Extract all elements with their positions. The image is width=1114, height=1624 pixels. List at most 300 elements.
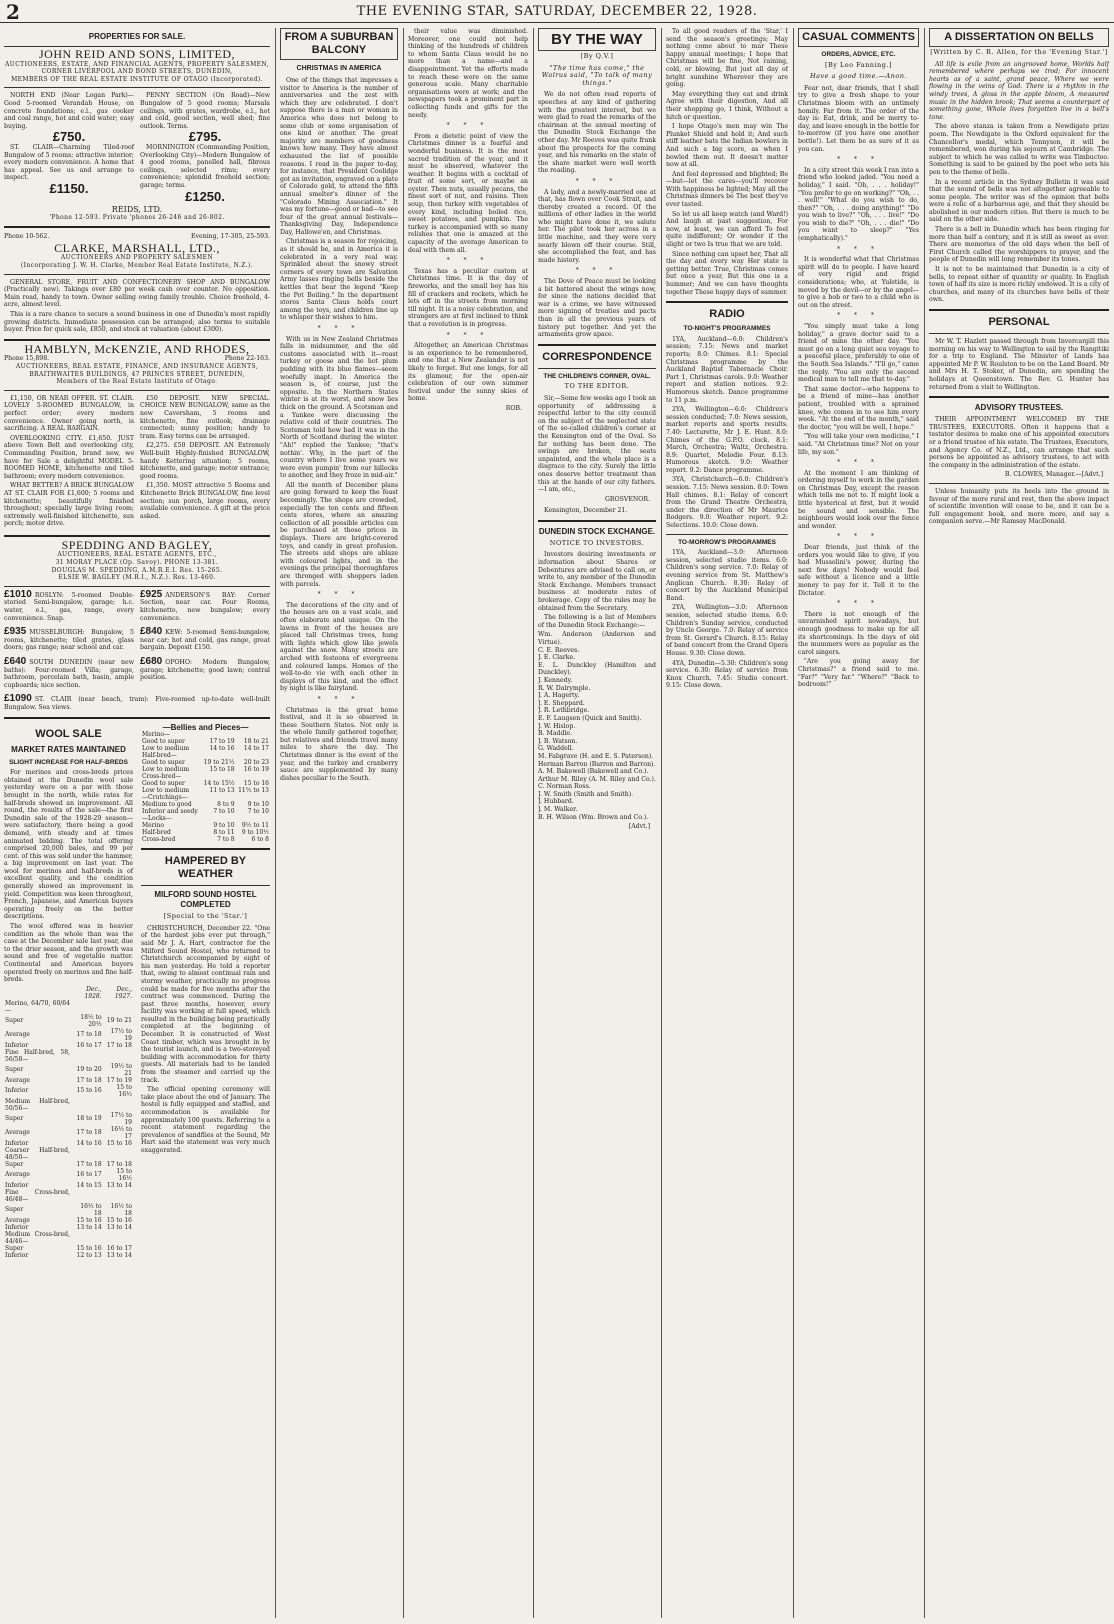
table-cell: 16½ to 17	[110, 1125, 132, 1140]
advert-tag: B. CLOWES, Manager.—[Advt.]	[1004, 471, 1103, 479]
article-subheading: THE CHILDREN'S CORNER, OVAL.	[543, 372, 651, 380]
advert-tag: [Advt.]	[628, 823, 650, 831]
column-rule	[403, 28, 404, 1618]
table-row	[4, 1231, 133, 1245]
table-cell: 14 to 16	[209, 745, 235, 753]
table-cell: Cross-bred	[142, 836, 176, 844]
listing-text: PENNY SECTION (On Road)—New Bungalow of 5 good rooms; Marsala ceilings, with grates, wardrobe, e.l., hot and cold, good section, well shed; fine outlook. Terms.	[140, 92, 270, 130]
listing-item	[4, 628, 134, 652]
article-paragraph: Unless humanity puts its heels into the ground in favour of the more rural and rest, then the above impact of scientific invention will cease to be, and it can be a full engagement book, and more more, and say a companion serve.—Mr Ramsay MacDonald.	[929, 487, 1109, 526]
listing-text: ROSLYN: 5-roomed Double-storied Semi-bungalow, garage; h.c. water, e.l., gas, range, every convenience. Snap.	[4, 591, 134, 622]
table-cell: 11 to 13	[209, 787, 235, 795]
list-item: J. W. Smith (Smith and Smith).	[538, 790, 634, 798]
table-header	[4, 986, 71, 1000]
section-break: * * *	[575, 177, 619, 185]
table-row	[141, 780, 270, 787]
table-cell: 17 to 18	[106, 1160, 132, 1168]
table-row	[4, 1084, 133, 1098]
by-the-way-column	[538, 28, 656, 1616]
table-cell: Super	[5, 1017, 24, 1025]
table-row	[141, 808, 270, 815]
headline-box	[929, 28, 1109, 47]
section-break: * * *	[317, 695, 361, 703]
table-heading: —Bellies and Pieces—	[162, 722, 249, 732]
table-row	[4, 1147, 133, 1161]
list-item: J. Kennedy.	[538, 676, 573, 684]
article-byline: [By Leo Fanning.]	[824, 60, 893, 69]
letter-signature: GROSVENOR.	[604, 495, 650, 503]
article-headline: PERSONAL	[988, 316, 1050, 328]
table-row	[4, 1063, 133, 1077]
table-cell: —Crutchings—	[142, 794, 188, 802]
table-cell: 15 to 16	[76, 1087, 102, 1095]
masthead	[0, 0, 1114, 23]
table-cell	[236, 752, 270, 759]
article-paragraph: CHRISTCHURCH, December 22. "One of the hardest jobs ever put through," said Mr J. A. Hart, contractor for the Milford Sound Hostel, who returned to Christchurch accompanied by eight of his men yesterday. He told a reporter that, owing to almost continual rain and stormy weather, practically no progress could be made for five months after the contract was commenced. During the past three months, however, every facility was working at full speed, which resulted in the building being practically completed at the beginning of December. It is constructed of West Coast timber, which was brought in by the tourist launch, and is a two-storeyed building with accommodation for thirty guests. All materials had to be landed from the steamer and carried up the track.	[141, 924, 270, 1084]
radio-listing: 2YA, Wellington—3.0: Afternoon session, selected studio items. 6.0: Children's Sunday service, conducted by Uncle George. 7.0: Relay of service from St. Gerard's Church. 8.15: Relay of band concert from the Grand Opera House. 9.30: Close down.	[666, 604, 788, 657]
table-row	[141, 822, 270, 829]
article-paragraph: A lady, and a newly-married one at that, has flown over Cook Strait, and thereby created a record. Of the millions of other ladies in the world who might have done it, we salute her. The pilot took her across in a little machine, and they were very nearly blown off their course. Still, she accomplished the feat, and has made history.	[538, 188, 656, 264]
listing-text: KEW: 5-roomed Semi-bungalow, near car; hot and cold, gas range, great bargain. Deposit £150.	[140, 629, 270, 652]
article-subheading: MILFORD SOUND HOSTEL COMPLETED	[154, 890, 257, 910]
list-item: C. Norman Ross.	[538, 783, 591, 791]
table-row	[4, 1028, 133, 1042]
table-cell: 16 to 17	[106, 1244, 132, 1252]
article-paragraph: For merinos and cross-breds prices obtained at the Dunedin wool sale yesterday were on a par with those brought in the north, while rates for half-breds showed an improvement. All round, the results of the sale—the first Dunedin sale of the 1928-29 season—were satisfactory, there being a good demand, with steady and at times animated bidding. The total offering comprised 20,000 bales, and 99 per cent. of this was sold under the hammer, a big improvement on last year. The wool for merinos and half-breds is of excellent quality, and the condition generally showed an improvement in yield. Competition was keen throughout, French, Japanese, and American buyers operating freely on the better descriptions.	[4, 769, 133, 921]
listing-price: £680	[140, 656, 163, 667]
table-cell: 15 to 16½	[116, 1083, 132, 1098]
list-item: M. Fabgrave (H. and E. S. Paterson).	[538, 752, 654, 760]
table-row	[141, 829, 270, 836]
table-cell: Fine Cross-bred, 46/48—	[5, 1188, 70, 1203]
firm-name: HAMBLYN, McKENZIE, AND RHODES,	[24, 341, 250, 356]
table-cell: 17 to 18	[76, 1160, 102, 1168]
table-row	[4, 1217, 133, 1224]
table-row	[141, 752, 270, 759]
article-paragraph: It is not to be maintained that Dunedin is a city of bells, to repeat either of quantity or quality. In English town of half its size is more richly endowed. It is a city of churches, and many of its churches have bells of their own.	[929, 266, 1109, 304]
article-paragraph: The official opening ceremony will take place about the end of January. The hostel is fully equipped and staffed, and accommodation is available for approximately 100 guests. Referring to a recent statement regarding the prevalence of sandflies at the Sound, Mr Hart said the statement was very much exaggerated.	[141, 1086, 270, 1154]
table-cell: 17 to 18	[76, 1031, 102, 1039]
article-paragraph: The Dove of Peace must be looking a bit battered about the wings now, for since the nations decided that war is a crime, we have witnessed more signing of treaties and pacts than in all the previous years of history put together. And yet the armaments grow apace.	[538, 278, 656, 339]
table-cell: 14 to 15	[76, 1181, 102, 1189]
table-cell: Medium Cross-bred, 44/46—	[5, 1230, 70, 1245]
article-paragraph: There is a bell in Dunedin which has been ringing for more than half a century, and it is still as sweet as ever. There are memories of the old days when the bell of First Church called the worshippers to prayer, and the people of Dunedin will long remember its tones.	[929, 226, 1109, 264]
table-row	[4, 1168, 133, 1182]
firm-membership: MEMBERS OF THE REAL ESTATE INSTITUTE OF OTAGO (Incorporated).	[11, 75, 263, 83]
article-byline: [Written by C. R. Allen, for the 'Evening Star.']	[930, 48, 1108, 56]
table-row	[4, 1140, 133, 1147]
table-cell: Low to medium	[142, 787, 190, 795]
table-cell: Medium to good	[142, 801, 192, 809]
section-break: * * *	[837, 600, 880, 608]
article-paragraph: their value was diminished. Moreover, one could not help thinking of the hundreds of children to whom Santa Claus would be no more than a name—and a disappointment. Yet the efforts made to reach these were on the same generous scale. Many charitable organisations were at work; and the newspapers took a prominent part in collecting funds and gifts for the needy.	[408, 28, 528, 119]
member-list-heading: The following is a list of Members of the Dunedin Stock Exchange:—	[538, 614, 656, 629]
table-cell: 18 to 21	[243, 738, 269, 746]
list-item: A. M. Bakewell (Bakewell and Co.).	[538, 768, 649, 776]
table-cell	[201, 773, 235, 780]
verse-stanza: All life is exile from an ungrooved home, Worlds half remembered where perhaps we trod; For innocent hearts as of a saint, grand peace, Where we were flowing in the veins of God. There is a rhythm in the windy trees, A gloss in the apple bloom, A measured music in the hidden brook; That seems a counterpart of something gone, Whole lives forgotten live in a bell's tone.	[929, 60, 1109, 121]
table-cell	[236, 773, 270, 780]
radio-listing: 4YA, Dunedin—5.30: Children's song service. 6.30: Relay of service from Knox Church. 7.45: Studio concert. 9.15: Close down.	[666, 659, 788, 690]
letter-salutation: TO THE EDITOR.	[564, 382, 630, 391]
table-cell	[103, 1231, 133, 1245]
article-paragraph: All the month of December plans are going forward to keep the feast becomingly. The shops are crowded, especially the ten cents and fifteen cents stores, where an amazing collection of all possible articles can be purchased at those prices in displays. There are bright-covered toys, and candy in great profusion. The streets and shops are ablaze with coloured lights, and in the evenings the principal thoroughfares are thronged with shoppers laden with parcels.	[280, 481, 398, 588]
table-row	[141, 773, 270, 780]
table-cell	[71, 1189, 103, 1203]
table-cell: 16½ to 18	[80, 1202, 102, 1217]
article-paragraph: There is not enough of the unvarnished spirit nowadays, but enough goodness to make up for all its shortcomings. In the days of old the mummers were as popular as the carol singers.	[798, 610, 919, 656]
table-header: Dec., 1928.	[84, 985, 102, 1000]
table-cell: 16 to 17	[76, 1041, 102, 1049]
headline-box	[538, 28, 656, 51]
listing-text: ST. CLAIR—Charming Tiled-roof Bungalow of 5 rooms; attractive interior; every modern convenience. A home that has appeal. See us and arrange to inspect.	[4, 143, 134, 182]
table-cell: Super	[5, 1244, 24, 1252]
table-cell: Inferior and seedy	[142, 808, 198, 816]
table-cell: 18½ to 20½	[80, 1013, 102, 1028]
listing-text: SOUTH DUNEDIN (near new baths): Four-roomed Villa; garage, bathroom, porcelain bath, basin, ample cupboards; nice section.	[4, 659, 134, 689]
article-byline: [By Q.V.]	[580, 52, 614, 60]
table-cell: Inferior	[5, 1223, 29, 1231]
table-cell: 17½ to 19	[110, 1111, 132, 1126]
table-cell: 9 to 10	[247, 801, 269, 809]
table-cell	[103, 1049, 133, 1063]
table-cell: 13 to 14	[76, 1223, 102, 1231]
article-subheading: MARKET RATES MAINTAINED	[11, 744, 126, 754]
list-item: R. W. Dalrymple.	[538, 684, 591, 692]
article-headline: DUNEDIN STOCK EXCHANGE.	[538, 526, 656, 536]
table-cell: 17 to 19	[209, 738, 235, 746]
table-cell: 12 to 13	[76, 1251, 102, 1259]
article-signature: ROB.	[505, 404, 522, 412]
list-item: C. E. Reeves.	[538, 646, 580, 654]
firm-tagline: AUCTIONEERS, ESTATE, AND FINANCIAL AGENTS, PROPERTY SALESMEN,	[5, 60, 269, 68]
table-cell	[201, 794, 235, 801]
table-header: Dec., 1927.	[114, 985, 132, 1000]
table-row	[4, 1077, 133, 1084]
table-row	[4, 1161, 133, 1168]
table-cell: 16½ to 18	[110, 1202, 132, 1217]
newspaper-title: THE EVENING STAR, SATURDAY, DECEMBER 22, 1928.	[356, 4, 758, 19]
table-row	[4, 1182, 133, 1189]
phone-line: Evening, 17-305, 25-593.	[191, 233, 270, 241]
table-cell: 6 to 8	[251, 836, 269, 844]
table-cell: 7 to 8	[217, 836, 235, 844]
table-cell: Average	[5, 1171, 30, 1179]
table-row	[141, 794, 270, 801]
article-epigraph: Have a good time.—Anon.	[809, 72, 908, 81]
firm-name: JOHN REID AND SONS, LIMITED,	[39, 47, 235, 61]
table-cell: Fine Half-bred, 58, 56/58—	[5, 1048, 70, 1063]
table-cell: 7 to 10	[247, 808, 269, 816]
article-paragraph: One of the things that impresses a visitor to America is the number of anniversaries and the zest with which they are celebrated. I don't suppose there is a man or woman in America who does not belong to some club or some organisation of one kind or another. The great majority are members of goodness knows how many. They have almost exhausted the list of possible reasons. I read in the paper to-day, for instance, that President Coolidge got an invitation, engraved on a plate of Colorado gold, to attend the fifth annual smelter's dinner of the "Colorado Mining Association." It was my fortune—good or bad—to see four of the great annual festivals—Thanksgiving Day, Independence Day, Hallowe'en, and Christmas.	[280, 77, 398, 236]
table-cell	[201, 752, 235, 759]
section-break: * * *	[446, 122, 490, 130]
radio-listing: 1YA, Auckland—6.0: Children's session; 7.15: News and market reports; 8.0: Chimes. 8.1: Special Christmas programme by the Auckland Baptist Tabernacle Choir. Part 1, Christmas carols. 9.0: Weather report and station notices. 9.2: Humorous sketch. Dance programme to 11 p.m.	[666, 335, 788, 404]
listing-text: MORNINGTON (Commanding Position, Overlooking City)—Modern Bungalow of 4 good rooms, panelled hall, fibrous ceilings, selected rimu; every convenience; splendid freehold section; garage; terms.	[140, 143, 270, 189]
list-item: E. L. Dunckley (Hamilton and Dunckley).	[538, 661, 656, 677]
article-paragraph: Investors desiring investments or information about Shares or Debentures are advised to call on, or write to, any member of the Dunedin Stock Exchange. Members transact business at moderate rates of brokerage. Copy of the rules may be obtained from the Secretary.	[538, 551, 656, 612]
article-paragraph: In a city street this week I ran into a friend who looked jaded. "You need a holiday," I said. "Oh, . . . holiday!" "You prefer to go on working?" "Oh, . . . well!" "What do you wish to do, then?" "Oh, . . . doing anything!" "Do you wish to live?" "Oh, . . . live!" "Do you wish to die?" "Oh, . . . die!" "Do you want to sleep?" "Yes (emphatically)."	[798, 166, 919, 243]
list-item: J. A. Hagerty.	[538, 692, 580, 700]
article-paragraph: Fear not, dear friends, that I shall try to give a fresh shape to your Christmas bloom with an untimely homily. Far from it. The order of the day is: Eat, drink, and be merry to-day, and leave enough in the bottle for to-morrow (if you have one another bottle!). Let them be as sure of it as you can.	[798, 84, 919, 153]
article-headline: RADIO	[709, 308, 745, 321]
listing-price: £1150.	[49, 180, 89, 196]
table-cell: Average	[5, 1076, 30, 1084]
table-cell: 15 to 16	[76, 1216, 102, 1224]
table-row	[4, 1000, 133, 1014]
article-paragraph: We do not often read reports of speeches at any kind of gathering with the greatest interest, but we were glad to read the remarks of the chairman at the annual meeting of the Dunedin Stock Exchange the other day. Mr Reeves was quite frank about the prospects for the coming year, and his remarks on the state of the share market were well worth the reading.	[538, 91, 656, 175]
table-cell: Inferior	[5, 1251, 29, 1259]
table-row	[4, 1126, 133, 1140]
verse-and-radio-column	[666, 28, 788, 1616]
table-cell: 17 to 18	[76, 1129, 102, 1137]
table-cell: 13 to 14	[106, 1223, 132, 1231]
article-paragraph: Dear friends, just think of the orders you would like to give, if you had Mussolini's power, during the next few days! Nobody would feel safe without a licence and a little money to pay for it. Tell it to the Dictator.	[798, 544, 919, 597]
article-paragraph: Christmas is the great home festival, and it is so observed in these Southern States. Not only is the whole family gathered together, but relatives and friends travel many miles to share the day. The Christmas dinner is the event of the year, and the turkey and cranberry sauce are supplemented by many dishes peculiar to the South.	[280, 706, 398, 782]
firm-membership: Members of the Real Estate Institute of Otago.	[56, 378, 218, 386]
article-paragraph: Christmas is a season for rejoicing, as it should be, and in America it is celebrated in a very real way. Sprinkled about the snowy street corners of every town are Salvation Army lasses ringing bells beside the kettles that bear the legend "Keep the Pot Boiling." In the department stores Santa Claus holds court among the toys, and children line up to whisper their wishes to him.	[280, 238, 398, 322]
table-cell: Average	[5, 1216, 30, 1224]
listing-price: £1010	[4, 588, 32, 600]
listing-text: £50 DEPOSIT. NEW SPECIAL. CHOICE NEW BUNGALOW, same as the new Caversham, 5 rooms and kitchenette, fine outlook; drainage connected; sunny position; handy to tram. Easy terms can be arranged.	[140, 394, 270, 440]
table-cell: Good to super	[142, 738, 185, 746]
phone-line: 'Phone 12-593. Private 'phones 26-246 and 26-802.	[49, 213, 225, 221]
listing-price: £750.	[52, 129, 86, 145]
listing-text: This is a rare chance to secure a sound business in one of Dunedin's most rapidly growing districts. Immediate possession can be arranged; also terms to suitable buyer. Price for quick sale, £850, and stock at valuation (about £300).	[4, 311, 270, 334]
verse-stanza: And feel depressed and blighted; Be—but—let the cares—you'll recover With happiness be lighted; May all the Christmas dinners be The best they've ever tasted.	[666, 170, 788, 209]
table-cell	[103, 1098, 133, 1112]
listing-price: £935	[4, 626, 27, 638]
table-cell: 17½ to 19	[110, 1027, 132, 1042]
table-cell	[103, 1147, 133, 1161]
table-cell: Inferior	[5, 1181, 29, 1189]
listing-price: £1090	[4, 693, 32, 705]
article-headline: FROM A SUBURBAN BALCONY	[284, 31, 394, 56]
table-cell: 13 to 14	[106, 1181, 132, 1189]
listing-item	[140, 658, 270, 689]
table-row	[4, 1014, 133, 1028]
letter-date: Kensington, December 21.	[544, 507, 628, 515]
listing-grid	[4, 588, 270, 712]
table-cell: Super	[5, 1115, 24, 1123]
property-ads-column	[4, 28, 270, 1616]
firm-address: 31 MORAY PLACE (Op. Savoy). PHONE 13-381.	[55, 559, 219, 567]
table-row	[4, 1098, 133, 1112]
article-headline: HAMPERED BY WEATHER	[164, 855, 247, 881]
table-cell	[71, 1147, 103, 1161]
table-cell: Good to super	[142, 780, 185, 788]
table-cell	[236, 731, 270, 738]
table-cell: Merino, 64/70, 60/64—	[5, 999, 70, 1014]
article-epigraph: "The time has come," the Walrus said, "To talk of many things."	[541, 63, 653, 87]
table-cell: 8 to 9	[217, 801, 235, 809]
article-headline: A DISSERTATION ON BELLS	[944, 31, 1094, 43]
article-paragraph: With us in New Zealand Christmas falls in midsummer, and the old customs associated with it—roast turkey or goose and the hot plum pudding with its blue flames—seem woefully inapt. In America the season is, of course, just the opposite. In the Northern States winter is at its worst, and snow lies thick on the ground. A Scotsman and a Yankee were discussing the relative cold of their countries. The Scotsman told how bad it was in the North of Scotland during the winter. "Ah!" replied the Yankee; "that's nothin'. Why, in the part of the country where I live some years we were even pumpin' from our hillocks to another, and they froze in mid-air."	[280, 335, 398, 480]
table-row	[141, 815, 270, 822]
article-paragraph: Altogether, an American Christmas is an experience to be remembered, and one that a New Zealander is not likely to forget. But one longs, for all its glamour, for the open-air celebration of our own summer festival under the sunny skies of home.	[408, 342, 528, 403]
balcony-continued-column	[408, 28, 528, 1616]
firm-address: CORNER LIVERPOOL AND BOND STREETS, DUNEDIN,	[41, 68, 233, 76]
table-cell: 8 to 11	[213, 829, 235, 837]
phone-line: Phone 22-163.	[224, 355, 270, 363]
table-cell: 17 to 18	[76, 1076, 102, 1084]
headline-box	[798, 28, 919, 47]
radio-listing: 1YA, Auckland—3.0: Afternoon session, selected studio items. 6.0: Children's song service. 7.0: Relay of evening service from St. Matthew's Anglican Church. 8.30: Relay of concert by the Auckland Municipal Band.	[666, 549, 788, 602]
article-paragraph: The above stanza is taken from a Newdigate prize poem. The Newdigate is the Oxford equivalent for the Chancellor's medal, which Tennyson, it will be remembered, won during his sojourn at Cambridge. The subject to which he was called to write was Timbuctoo. Something is said to be gained by the poet who sets his pen to the theme of bells.	[929, 123, 1109, 176]
table-cell	[236, 815, 270, 822]
table-cell: 9 to 10	[213, 822, 235, 830]
listing-price: £640	[4, 656, 27, 667]
table-cell: 19 to 21	[106, 1017, 132, 1025]
article-paragraph: At the moment I am thinking of ordering myself to work in the garden on Christmas Day, except the reason which tells me not to. It might look a little hysterical at first, but it would be sound and sensible. The neighbours would look over the fence and wonder.	[798, 469, 919, 530]
table-cell: 14 to 15½	[203, 780, 235, 788]
article-headline: CASUAL COMMENTS	[802, 31, 915, 43]
phone-line: Phone 15,898.	[4, 355, 50, 363]
table-cell	[71, 1049, 103, 1063]
casual-comments-column	[798, 28, 919, 1616]
table-cell: Super	[5, 1066, 24, 1074]
article-paragraph: Sir,—Some few weeks ago I took an opportunity of addressing a respectful letter to the city council on the subject of the neglected state of the so-called children's corner at the Kensington end of the Oval. So far nothing has been done. The swings are broken, the seats unpainted, and the whole place is a disgrace to the city. Surely the little ones deserve better treatment than this at the hands of our city fathers.—I am, etc.,	[538, 394, 656, 494]
section-break: * * *	[837, 245, 880, 253]
table-cell: 9 to 10½	[241, 829, 269, 837]
table-cell: 11½ to 13	[238, 787, 269, 795]
list-item: E. F. Laugsen (Quick and Smith).	[538, 714, 642, 722]
firm-partner: ELSIE W. BAGLEY (M.R.I., N.Z.). Res. 13-460.	[58, 574, 216, 582]
table-cell	[201, 815, 235, 822]
column-rule	[533, 28, 534, 1618]
table-cell: 14 to 17	[243, 745, 269, 753]
table-cell: 17 to 19	[106, 1076, 132, 1084]
listing-text: NORTH END (Near Logan Park)—Good 5-roomed Verandah House, on concrete foundations; e.l., gas cooker and coal range, hot and cold water; easy buying.	[4, 92, 134, 130]
radio-listing: 3YA, Christchurch—6.0: Children's session. 7.15: News session. 8.0: Town Hall chimes. 8.1: Relay of concert from the Grand Theatre Orchestra, under the direction of Mr Maurice Rodgers. 9.0: Weather report. 9.2: Selections. 10.0: Close down.	[666, 476, 788, 530]
section-break: * * *	[446, 331, 490, 339]
table-row	[4, 1245, 133, 1252]
table-row	[4, 1112, 133, 1126]
table-cell: Inferior	[5, 1041, 29, 1049]
table-row	[141, 801, 270, 808]
table-row	[141, 731, 270, 738]
verse-stanza: May everything they eat and drink Agree with their digestion, And all their shopping go, I think, Without a hitch or question.	[666, 90, 788, 121]
list-item: B. Maddle.	[538, 730, 573, 738]
table-row	[4, 1042, 133, 1049]
phone-line: Phone 10-562.	[4, 233, 50, 241]
table-cell: 14 to 16	[76, 1139, 102, 1147]
article-paragraph: Mr W. T. Hazlett passed through from Invercargill this morning on his way to Wellington to sail by the Rangitiki for a trip to England. The Minister of Lands has appointed Mr P. W. Roulston to be on the Land Board. Mr and Mrs H. T. Stoker, of Dunedin, are spending the holidays at Queenstown. The Rev. G. Hunter has returned from a visit to Wellington.	[929, 338, 1109, 391]
table-cell: Average	[5, 1031, 30, 1039]
article-headline: CORRESPONDENCE	[542, 350, 652, 363]
column-rule	[275, 28, 276, 1618]
listing-text: MUSSELBURGH: Bungalow, 5 rooms, kitchenette; tiled grates, glass doors; gas range; near school and car.	[4, 629, 134, 652]
article-paragraph: That same doctor—who happens to be a friend of mine—has another patient, troubled with a sprained knee, who comes in to see him every week. "At the end of the month," said the doctor, "you will be well, I hope."	[798, 385, 919, 431]
table-cell: 18 to 19	[76, 1115, 102, 1123]
list-item: J. Hubbard.	[538, 798, 574, 806]
table-cell	[201, 731, 235, 738]
wool-price-table	[4, 986, 133, 1259]
article-subheading: CHRISTMAS IN AMERICA	[296, 65, 382, 72]
table-cell: 19½ to 21	[110, 1062, 132, 1077]
list-item: J. R. Lethbridge.	[538, 707, 590, 715]
article-subheading: NOTICE TO INVESTORS.	[549, 538, 645, 547]
table-row	[4, 1224, 133, 1231]
list-item: J. M. Walker.	[538, 806, 578, 814]
article-paragraph: In a recent article in the Sydney Bulletin it was said that the sound of bells was not altogether agreeable to some people. The writer was of the opinion that bells were a relic of a barbarous age, and that they should be abolished in our modern cities. But there is much to be said on the other side.	[929, 178, 1109, 224]
listing-text: £1,350. MOST attractive 5 Rooms and Kitchenette Brick BUNGALOW, fine level section; sun porch, large rooms, every available convenience. A gift at the price asked.	[140, 482, 270, 520]
listing-item	[4, 695, 270, 711]
listing-grid	[4, 92, 270, 203]
table-row	[4, 1203, 133, 1217]
list-item: G. Waddell.	[538, 745, 574, 753]
table-cell	[71, 1231, 103, 1245]
verse-stanza: So let us all keep watch (and Ward!) And laugh at past suggestion, For now, at least, we can afford To feel quite indifferent; Or wonder if the slight or two Is true that we are told.	[666, 210, 788, 249]
list-item: B. H. Wilson (Wm. Brown and Co.).	[538, 813, 649, 821]
radio-listing: 2YA, Wellington—6.0: Children's session conducted; 7.0: News session, market reports and sports results. 7.40: Lecturette, Mr J. E. Hunt. 8.0: Chimes of the G.P.O. clock. 8.1: March, Orchestra; Waltz, Orchestra. 8.9: Quartet, Melodie Four. 8.13: Humorous sketch. 9.0: Weather report. 9.2: Dance programme.	[666, 406, 788, 474]
table-cell: Half-bred	[142, 829, 171, 837]
section-break: * * *	[837, 533, 880, 541]
table-cell: Merino	[142, 822, 164, 830]
listing-item	[140, 628, 270, 652]
list-item: J. E. Clarke.	[538, 654, 576, 662]
article-headline: WOOL SALE	[35, 727, 102, 740]
table-cell: 15 to 16	[106, 1139, 132, 1147]
listing-price: £795.	[188, 129, 222, 145]
article-subheading: TO-MORROW'S PROGRAMMES	[678, 538, 776, 546]
firm-tagline: AUCTIONEERS AND PROPERTY SALESMEN	[60, 254, 214, 262]
table-cell	[236, 794, 270, 801]
table-cell: 17 to 18	[106, 1041, 132, 1049]
table-cell: —Locks—	[142, 815, 172, 823]
listing-text: WHAT BETTER? A BRICK BUNGALOW AT ST. CLAIR FOR £1,600; 5 rooms and kitchenette; beautifully finished throughout; specially large living room; extremely well-finished kitchenette, sun porch; motor drive.	[4, 482, 134, 528]
section-break: * * *	[837, 459, 880, 467]
listing-item	[4, 658, 134, 689]
table-cell: Inferior	[5, 1087, 29, 1095]
table-cell: 16 to 19	[243, 766, 269, 774]
listing-text: £1,150, OR NEAR OFFER. ST. CLAIR. LOVELY 5-ROOMED BUNGALOW, in perfect order; every modern convenience. Owner going north, is sacrificing. A REAL BARGAIN.	[4, 394, 134, 433]
table-row	[141, 787, 270, 794]
table-cell: Inferior	[5, 1139, 29, 1147]
section-break: * * *	[837, 312, 880, 320]
table-cell: Super	[5, 1206, 24, 1214]
table-cell: 15 to 16	[76, 1244, 102, 1252]
list-item: J. W. Hislop.	[538, 722, 576, 730]
listing-text: OVERLOOKING CITY. £1,650. JUST above Town Belt and overlooking city, Commanding Position, brand new, we have for Sale a delightful MODEL 5-ROOMED HOME, kitchenette and tiled bathroom; every modern convenience.	[4, 434, 134, 480]
article-subheading: SLIGHT INCREASE FOR HALF-BREDS	[9, 758, 128, 766]
table-cell: Low to medium	[142, 745, 190, 753]
table-row	[141, 766, 270, 773]
table-cell: Average	[5, 1129, 30, 1137]
table-row	[4, 1049, 133, 1063]
table-cell: 15 to 16	[243, 780, 269, 788]
table-cell: Good to super	[142, 759, 185, 767]
article-subheading: ORDERS, ADVICE, ETC.	[821, 51, 896, 58]
article-paragraph: From a dietetic point of view the Christmas dinner is a fearful and wonderful business. It is the most sacred tradition of the year, and it must be observed, whatever the weather. It begins with a cocktail of fruit of some sort, or maybe an oyster. Then nuts, usually pecans, the finest sort of nut, and raisins. Then soup, then turkey with vegetables of every kind, including boiled rice, sweet potatoes, and pumpkin. The turkey is accompanied with so many relishes that one is amazed at the capacity of the average American to deal with them all.	[408, 132, 528, 254]
article-paragraph: "You simply must take a long holiday," a grave doctor said to a friend of mine the other day. "You must go on a long quiet sea voyage to a peaceful place, preferably to one of the South Sea Islands." "I'll go," came the reply. "You are only the second medical man to tell me that to-day."	[798, 323, 919, 384]
article-paragraph: It is wonderful what that Christmas spirit will do to people. I have heard of very rigid and frigid considerations; who, at Yuletide, is moved by the devil—or by the angel—to give a bob or two to a child who is out on the street.	[798, 256, 919, 309]
list-item: J. B. Watson.	[538, 737, 578, 745]
table-row	[141, 836, 270, 843]
firm-name: CLARKE, MARSHALL, LTD.,	[54, 240, 220, 255]
list-item: Arthur M. Riley (A. M. Riley and Co.).	[538, 775, 656, 783]
table-row	[141, 745, 270, 752]
table-cell	[103, 1000, 133, 1014]
firm-partner: DOUGLAS M. SPEDDING, A.M.R.E.I. Res. 15-265.	[51, 566, 223, 574]
bells-column	[929, 28, 1109, 1616]
listing-price: £840	[140, 626, 163, 638]
listing-item	[4, 588, 134, 622]
table-cell: 16 to 17	[76, 1171, 102, 1179]
firm-membership: (Incorporating J. W. H. Clarke, Member Real Estate Institute, N.Z.).	[20, 262, 254, 270]
article-paragraph: THEIR APPOINTMENT WELCOMED BY THE TRUSTEES, EXECUTORS. Often it happens that a testator desires to make one of his appointed executors or a friend trustee of his estate. The Trustees, Executors, and Agency Co. of N.Z., Ltd., can arrange that such persons be appointed as advisory trustees, to act with the company in the administration of the estate.	[929, 416, 1109, 469]
table-cell: 20 to 23	[243, 759, 269, 767]
